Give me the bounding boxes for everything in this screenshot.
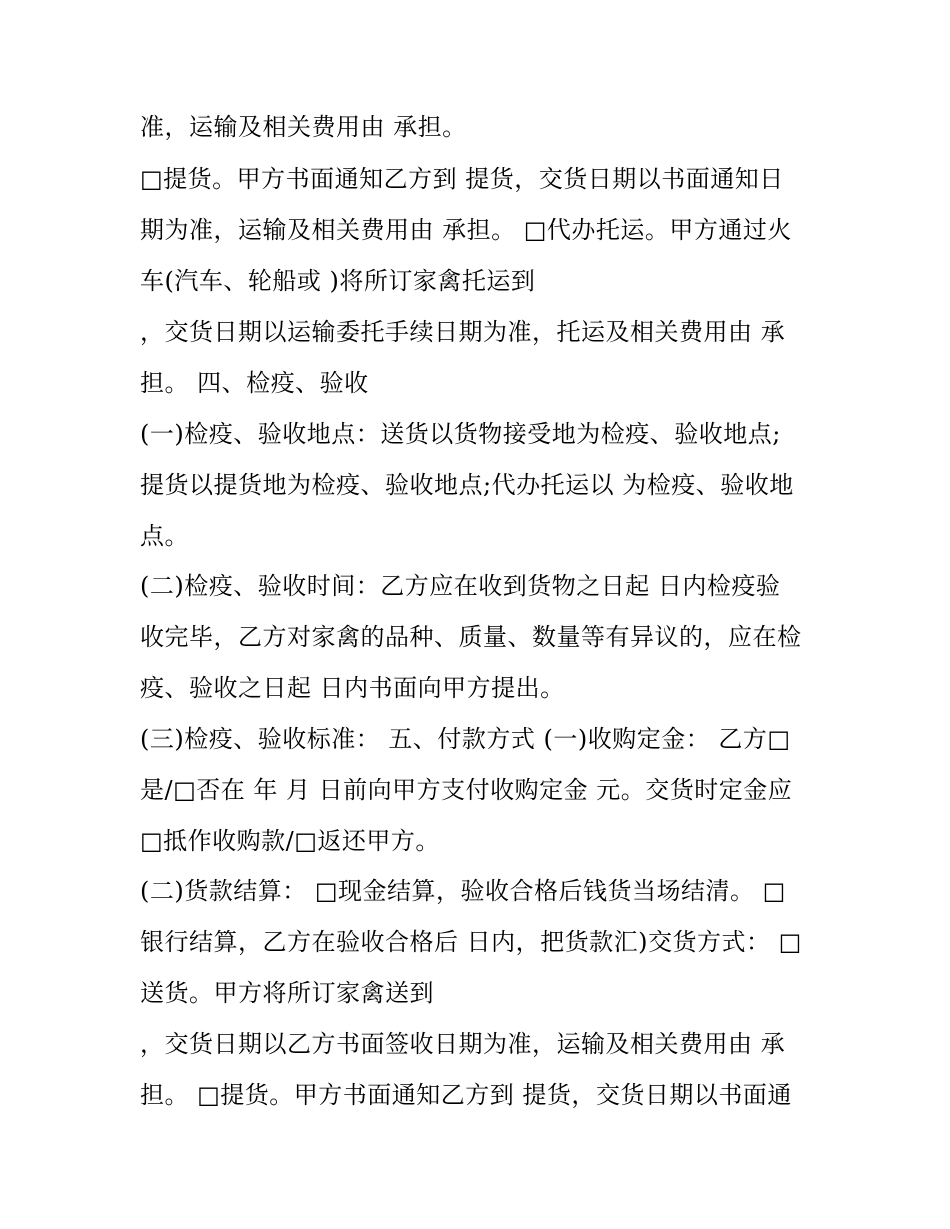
text-line: 准，运输及相关费用由 承担。 [140, 113, 467, 141]
text-line: 银行结算，乙方在验收合格后 日内，把货款汇)交货方式： □ [140, 928, 802, 956]
text-line: 疫、验收之日起 日内书面向甲方提出。 [140, 674, 565, 702]
text-line: 是/□否在 年 月 日前向甲方支付收购定金 元。交货时定金应 [140, 776, 793, 804]
text-line: □抵作收购款/□返还甲方。 [140, 827, 440, 855]
text-line: 收完毕，乙方对家禽的品种、质量、数量等有异议的，应在检 [140, 623, 802, 651]
text-line: 提货以提货地为检疫、验收地点;代办托运以 为检疫、验收地 [140, 471, 794, 499]
text-line: 期为准，运输及相关费用由 承担。 □代办托运。甲方通过火 [140, 216, 792, 244]
text-line: 担。 四、检疫、验收 [140, 369, 369, 397]
text-line: □提货。甲方书面通知乙方到 提货，交货日期以书面通知日 [140, 165, 784, 193]
text-line: (二)检疫、验收时间：乙方应在收到货物之日起 日内检疫验 [140, 572, 781, 600]
text-line: (一)检疫、验收地点：送货以货物接受地为检疫、验收地点; [140, 420, 781, 448]
text-line: 担。 □提货。甲方书面通知乙方到 提货，交货日期以书面通 [140, 1081, 792, 1109]
text-line: 点。 [140, 522, 189, 550]
text-line: (二)货款结算： □现金结算，验收合格后钱货当场结清。 □ [140, 877, 786, 905]
text-line: 车(汽车、轮船或 )将所订家禽托运到 [140, 267, 536, 295]
text-line: 送货。甲方将所订家禽送到 [140, 979, 434, 1007]
text-line: (三)检疫、验收标准： 五、付款方式 (一)收购定金： 乙方□ [140, 725, 791, 753]
text-line: ，交货日期以运输委托手续日期为准，托运及相关费用由 承 [140, 318, 786, 346]
text-line: ，交货日期以乙方书面签收日期为准，运输及相关费用由 承 [140, 1030, 786, 1058]
